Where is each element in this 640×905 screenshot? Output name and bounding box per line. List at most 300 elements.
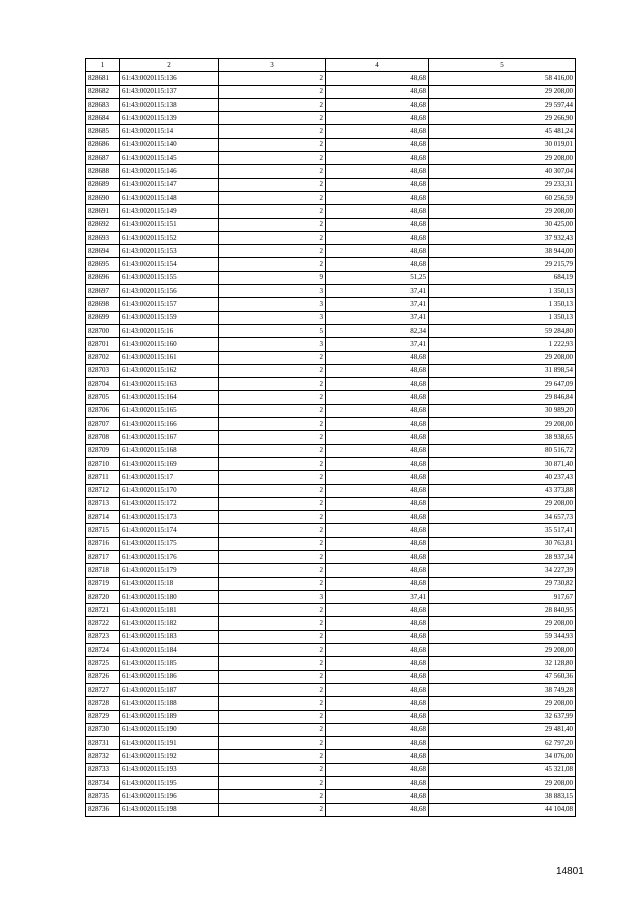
table-cell: 48,68: [326, 723, 429, 736]
table-cell: 61:43:0020115:149: [120, 205, 219, 218]
table-cell: 48,68: [326, 670, 429, 683]
table-cell: 828725: [86, 657, 120, 670]
table-cell: 61:43:0020115:136: [120, 72, 219, 85]
table-cell: 828687: [86, 152, 120, 165]
table-row: [86, 338, 576, 351]
table-cell: 48,68: [326, 777, 429, 790]
table-cell: 828732: [86, 750, 120, 763]
table-cell: 61:43:0020115:198: [120, 803, 219, 816]
table-cell: 61:43:0020115:169: [120, 457, 219, 470]
table-cell: 48,68: [326, 644, 429, 657]
table-cell: 828736: [86, 803, 120, 816]
table-cell: 9: [219, 271, 326, 284]
table-cell: 48,68: [326, 431, 429, 444]
table-cell: 828700: [86, 324, 120, 337]
table-cell: 80 516,72: [429, 444, 576, 457]
page-number: 14801: [556, 866, 584, 877]
table-cell: 828735: [86, 790, 120, 803]
table-cell: 61:43:0020115:176: [120, 550, 219, 563]
table-row: [86, 245, 576, 258]
table-cell: 61:43:0020115:196: [120, 790, 219, 803]
table-cell: 48,68: [326, 351, 429, 364]
table-cell: 828689: [86, 178, 120, 191]
table-cell: 2: [219, 138, 326, 151]
table-cell: 30 989,20: [429, 404, 576, 417]
table-cell: 35 517,41: [429, 524, 576, 537]
table-cell: 3: [219, 338, 326, 351]
table-cell: 828701: [86, 338, 120, 351]
table-cell: 40 307,04: [429, 165, 576, 178]
table-cell: 34 227,39: [429, 564, 576, 577]
table-cell: 828720: [86, 590, 120, 603]
table-cell: 51,25: [326, 271, 429, 284]
table-cell: 60 256,59: [429, 191, 576, 204]
table-cell: 48,68: [326, 258, 429, 271]
table-cell: 2: [219, 418, 326, 431]
table-cell: 828728: [86, 697, 120, 710]
table-cell: 30 763,81: [429, 537, 576, 550]
table-row: [86, 258, 576, 271]
table-cell: 61:43:0020115:168: [120, 444, 219, 457]
table-cell: 2: [219, 763, 326, 776]
table-cell: 2: [219, 245, 326, 258]
table-row: [86, 165, 576, 178]
table-cell: 61:43:0020115:146: [120, 165, 219, 178]
table-cell: 32 637,99: [429, 710, 576, 723]
table-cell: 61:43:0020115:164: [120, 391, 219, 404]
table-cell: 828697: [86, 285, 120, 298]
table-cell: 2: [219, 205, 326, 218]
table-row: [86, 112, 576, 125]
table-cell: 3: [219, 311, 326, 324]
table-cell: 828717: [86, 550, 120, 563]
table-cell: 1 350,13: [429, 298, 576, 311]
table-cell: 828724: [86, 644, 120, 657]
table-cell: 828729: [86, 710, 120, 723]
table-cell: 48,68: [326, 418, 429, 431]
table-cell: 2: [219, 723, 326, 736]
table-cell: 61:43:0020115:166: [120, 418, 219, 431]
table-row: [86, 85, 576, 98]
table-cell: 48,68: [326, 364, 429, 377]
table-cell: 61:43:0020115:17: [120, 471, 219, 484]
table-cell: 48,68: [326, 803, 429, 816]
table-row: [86, 763, 576, 776]
table-cell: 828730: [86, 723, 120, 736]
table-cell: 48,68: [326, 152, 429, 165]
table-cell: 48,68: [326, 378, 429, 391]
table-cell: 61:43:0020115:156: [120, 285, 219, 298]
table-cell: 828734: [86, 777, 120, 790]
table-cell: 2: [219, 524, 326, 537]
table-cell: 2: [219, 125, 326, 138]
table-cell: 828695: [86, 258, 120, 271]
table-cell: 61:43:0020115:140: [120, 138, 219, 151]
table-row: [86, 324, 576, 337]
table-row: [86, 98, 576, 111]
table-row: [86, 644, 576, 657]
table-header-row: [86, 59, 576, 72]
table-cell: 2: [219, 497, 326, 510]
table-cell: 2: [219, 457, 326, 470]
table-row: [86, 737, 576, 750]
table-cell: 2: [219, 683, 326, 696]
table-row: [86, 271, 576, 284]
table-cell: 29 208,00: [429, 205, 576, 218]
table-cell: 61:43:0020115:183: [120, 630, 219, 643]
table-cell: 828682: [86, 85, 120, 98]
table-cell: 61:43:0020115:179: [120, 564, 219, 577]
table-row: [86, 604, 576, 617]
table-cell: 48,68: [326, 178, 429, 191]
table-cell: 61:43:0020115:18: [120, 577, 219, 590]
table-row: [86, 444, 576, 457]
table-cell: 61:43:0020115:167: [120, 431, 219, 444]
table-cell: 2: [219, 697, 326, 710]
table-cell: 828681: [86, 72, 120, 85]
table-cell: 2: [219, 98, 326, 111]
table-cell: 2: [219, 511, 326, 524]
table-row: [86, 511, 576, 524]
table-cell: 48,68: [326, 85, 429, 98]
table-cell: 38 944,00: [429, 245, 576, 258]
table-cell: 45 321,08: [429, 763, 576, 776]
table-cell: 44 104,08: [429, 803, 576, 816]
table-cell: 2: [219, 431, 326, 444]
table-row: [86, 218, 576, 231]
table-cell: 2: [219, 750, 326, 763]
table-row: [86, 550, 576, 563]
table-cell: 34 076,00: [429, 750, 576, 763]
table-cell: 828731: [86, 737, 120, 750]
table-cell: 61:43:0020115:192: [120, 750, 219, 763]
table-cell: 29 481,40: [429, 723, 576, 736]
table-row: [86, 777, 576, 790]
table-cell: 61:43:0020115:138: [120, 98, 219, 111]
table-cell: 61:43:0020115:161: [120, 351, 219, 364]
table-cell: 30 425,00: [429, 218, 576, 231]
table-cell: 2: [219, 537, 326, 550]
table-row: [86, 617, 576, 630]
column-header: 3: [219, 59, 326, 72]
table-cell: 29 233,31: [429, 178, 576, 191]
table-cell: 61:43:0020115:159: [120, 311, 219, 324]
table-cell: 828707: [86, 418, 120, 431]
table-cell: 61:43:0020115:148: [120, 191, 219, 204]
table-cell: 29 647,09: [429, 378, 576, 391]
table-cell: 31 898,54: [429, 364, 576, 377]
table-row: [86, 378, 576, 391]
table-cell: 48,68: [326, 790, 429, 803]
table-cell: 29 597,44: [429, 98, 576, 111]
table-cell: 48,68: [326, 484, 429, 497]
table-cell: 61:43:0020115:193: [120, 763, 219, 776]
table-cell: 1 350,13: [429, 285, 576, 298]
table-cell: 61:43:0020115:185: [120, 657, 219, 670]
table-cell: 38 938,65: [429, 431, 576, 444]
table-cell: 37,41: [326, 285, 429, 298]
table-row: [86, 351, 576, 364]
table-cell: 828699: [86, 311, 120, 324]
table-cell: 43 373,88: [429, 484, 576, 497]
table-cell: 45 481,24: [429, 125, 576, 138]
table-cell: 48,68: [326, 112, 429, 125]
table-cell: 2: [219, 471, 326, 484]
table-row: [86, 391, 576, 404]
column-header: 5: [429, 59, 576, 72]
table-cell: 2: [219, 777, 326, 790]
table-cell: 48,68: [326, 218, 429, 231]
table-row: [86, 577, 576, 590]
table-cell: 2: [219, 351, 326, 364]
table-cell: 828723: [86, 630, 120, 643]
table-cell: 2: [219, 617, 326, 630]
column-header: 2: [120, 59, 219, 72]
table-cell: 3: [219, 298, 326, 311]
table-cell: 828714: [86, 511, 120, 524]
table-cell: 61:43:0020115:154: [120, 258, 219, 271]
table-cell: 61:43:0020115:190: [120, 723, 219, 736]
table-cell: 59 284,80: [429, 324, 576, 337]
table-cell: 82,34: [326, 324, 429, 337]
table-cell: 2: [219, 218, 326, 231]
table-row: [86, 298, 576, 311]
table-cell: 29 208,00: [429, 644, 576, 657]
table-cell: 61:43:0020115:189: [120, 710, 219, 723]
table-cell: 29 208,00: [429, 418, 576, 431]
table-row: [86, 125, 576, 138]
table-cell: 40 237,43: [429, 471, 576, 484]
table-cell: 828708: [86, 431, 120, 444]
table-cell: 29 208,00: [429, 777, 576, 790]
table-cell: 2: [219, 378, 326, 391]
table-cell: 2: [219, 577, 326, 590]
table-cell: 828704: [86, 378, 120, 391]
table-cell: 61:43:0020115:173: [120, 511, 219, 524]
table-row: [86, 697, 576, 710]
table-cell: 48,68: [326, 511, 429, 524]
table-cell: 48,68: [326, 245, 429, 258]
table-cell: 61:43:0020115:170: [120, 484, 219, 497]
table-cell: 1 350,13: [429, 311, 576, 324]
table-cell: 48,68: [326, 630, 429, 643]
table-cell: 48,68: [326, 125, 429, 138]
table-row: [86, 231, 576, 244]
table-cell: 61:43:0020115:147: [120, 178, 219, 191]
table-cell: 2: [219, 564, 326, 577]
column-header: 1: [86, 59, 120, 72]
table-cell: 3: [219, 590, 326, 603]
table-cell: 48,68: [326, 191, 429, 204]
table-cell: 2: [219, 790, 326, 803]
table-cell: 30 019,01: [429, 138, 576, 151]
table-cell: 61:43:0020115:151: [120, 218, 219, 231]
table-cell: 61:43:0020115:157: [120, 298, 219, 311]
table-row: [86, 670, 576, 683]
table-cell: 62 797,20: [429, 737, 576, 750]
table-cell: 61:43:0020115:174: [120, 524, 219, 537]
table-cell: 828727: [86, 683, 120, 696]
table-cell: 828715: [86, 524, 120, 537]
table-cell: 37,41: [326, 298, 429, 311]
table-row: [86, 152, 576, 165]
table-cell: 828710: [86, 457, 120, 470]
table-cell: 59 344,93: [429, 630, 576, 643]
table-cell: 48,68: [326, 497, 429, 510]
table-cell: 61:43:0020115:165: [120, 404, 219, 417]
table-cell: 29 846,84: [429, 391, 576, 404]
table-cell: 37,41: [326, 338, 429, 351]
table-row: [86, 524, 576, 537]
table-cell: 2: [219, 737, 326, 750]
table-cell: 48,68: [326, 657, 429, 670]
table-cell: 48,68: [326, 604, 429, 617]
table-cell: 828686: [86, 138, 120, 151]
table-cell: 61:43:0020115:172: [120, 497, 219, 510]
table-cell: 828692: [86, 218, 120, 231]
table-cell: 828684: [86, 112, 120, 125]
table-cell: 28 840,95: [429, 604, 576, 617]
table-cell: 828709: [86, 444, 120, 457]
table-cell: 37,41: [326, 590, 429, 603]
table-cell: 2: [219, 72, 326, 85]
table-cell: 29 208,00: [429, 152, 576, 165]
table-row: [86, 590, 576, 603]
table-cell: 61:43:0020115:162: [120, 364, 219, 377]
table-cell: 828716: [86, 537, 120, 550]
table-cell: 38 749,28: [429, 683, 576, 696]
table-cell: 828698: [86, 298, 120, 311]
table-row: [86, 404, 576, 417]
table-cell: 34 657,73: [429, 511, 576, 524]
table-row: [86, 497, 576, 510]
table-cell: 61:43:0020115:163: [120, 378, 219, 391]
table-cell: 2: [219, 165, 326, 178]
table-cell: 5: [219, 324, 326, 337]
table-cell: 828696: [86, 271, 120, 284]
table-row: [86, 138, 576, 151]
table-cell: 828722: [86, 617, 120, 630]
table-cell: 48,68: [326, 617, 429, 630]
table-cell: 47 560,36: [429, 670, 576, 683]
table-cell: 2: [219, 630, 326, 643]
table-cell: 2: [219, 644, 326, 657]
table-cell: 61:43:0020115:145: [120, 152, 219, 165]
table-cell: 58 416,00: [429, 72, 576, 85]
table-cell: 38 883,15: [429, 790, 576, 803]
table-row: [86, 178, 576, 191]
table-cell: 48,68: [326, 165, 429, 178]
table-cell: 2: [219, 657, 326, 670]
table-cell: 48,68: [326, 577, 429, 590]
table-row: [86, 311, 576, 324]
table-cell: 48,68: [326, 710, 429, 723]
table-row: [86, 564, 576, 577]
table-cell: 48,68: [326, 471, 429, 484]
table-row: [86, 803, 576, 816]
table-body: [86, 72, 576, 817]
table-row: [86, 723, 576, 736]
table-cell: 2: [219, 85, 326, 98]
table-cell: 828713: [86, 497, 120, 510]
table-cell: 29 266,90: [429, 112, 576, 125]
table-cell: 1 222,93: [429, 338, 576, 351]
table-cell: 917,67: [429, 590, 576, 603]
table-cell: 2: [219, 670, 326, 683]
table-row: [86, 72, 576, 85]
table-cell: 828683: [86, 98, 120, 111]
table-cell: 2: [219, 803, 326, 816]
table-row: [86, 191, 576, 204]
table-cell: 61:43:0020115:191: [120, 737, 219, 750]
table-cell: 828690: [86, 191, 120, 204]
table-cell: 61:43:0020115:152: [120, 231, 219, 244]
table-cell: 48,68: [326, 737, 429, 750]
table-cell: 61:43:0020115:14: [120, 125, 219, 138]
table-row: [86, 418, 576, 431]
table-cell: 29 208,00: [429, 617, 576, 630]
table-cell: 61:43:0020115:16: [120, 324, 219, 337]
table-cell: 48,68: [326, 564, 429, 577]
table-row: [86, 683, 576, 696]
table-cell: 2: [219, 152, 326, 165]
table-row: [86, 537, 576, 550]
table-cell: 828712: [86, 484, 120, 497]
table-cell: 2: [219, 231, 326, 244]
table-cell: 3: [219, 285, 326, 298]
table-cell: 61:43:0020115:153: [120, 245, 219, 258]
table-cell: 828718: [86, 564, 120, 577]
table-cell: 61:43:0020115:155: [120, 271, 219, 284]
table-cell: 2: [219, 191, 326, 204]
table-cell: 29 730,82: [429, 577, 576, 590]
column-header: 4: [326, 59, 429, 72]
table-cell: 37 932,43: [429, 231, 576, 244]
table-cell: 29 208,00: [429, 351, 576, 364]
table-cell: 29 215,79: [429, 258, 576, 271]
table-row: [86, 484, 576, 497]
table-cell: 2: [219, 604, 326, 617]
table-cell: 48,68: [326, 231, 429, 244]
table-cell: 48,68: [326, 550, 429, 563]
table-cell: 828733: [86, 763, 120, 776]
table-row: [86, 471, 576, 484]
table-cell: 61:43:0020115:139: [120, 112, 219, 125]
table-cell: 61:43:0020115:175: [120, 537, 219, 550]
table-cell: 61:43:0020115:188: [120, 697, 219, 710]
table-cell: 48,68: [326, 457, 429, 470]
table-cell: 48,68: [326, 683, 429, 696]
table-cell: 48,68: [326, 537, 429, 550]
table-row: [86, 431, 576, 444]
table-cell: 61:43:0020115:160: [120, 338, 219, 351]
table-cell: 61:43:0020115:181: [120, 604, 219, 617]
table-cell: 48,68: [326, 404, 429, 417]
table-cell: 48,68: [326, 524, 429, 537]
table-cell: 28 937,34: [429, 550, 576, 563]
table-cell: 37,41: [326, 311, 429, 324]
table-cell: 48,68: [326, 72, 429, 85]
table-row: [86, 457, 576, 470]
table-row: [86, 285, 576, 298]
table-cell: 828702: [86, 351, 120, 364]
table-cell: 2: [219, 484, 326, 497]
table-cell: 828726: [86, 670, 120, 683]
table-cell: 828705: [86, 391, 120, 404]
table-cell: 30 871,40: [429, 457, 576, 470]
table-cell: 828721: [86, 604, 120, 617]
table-cell: 828693: [86, 231, 120, 244]
